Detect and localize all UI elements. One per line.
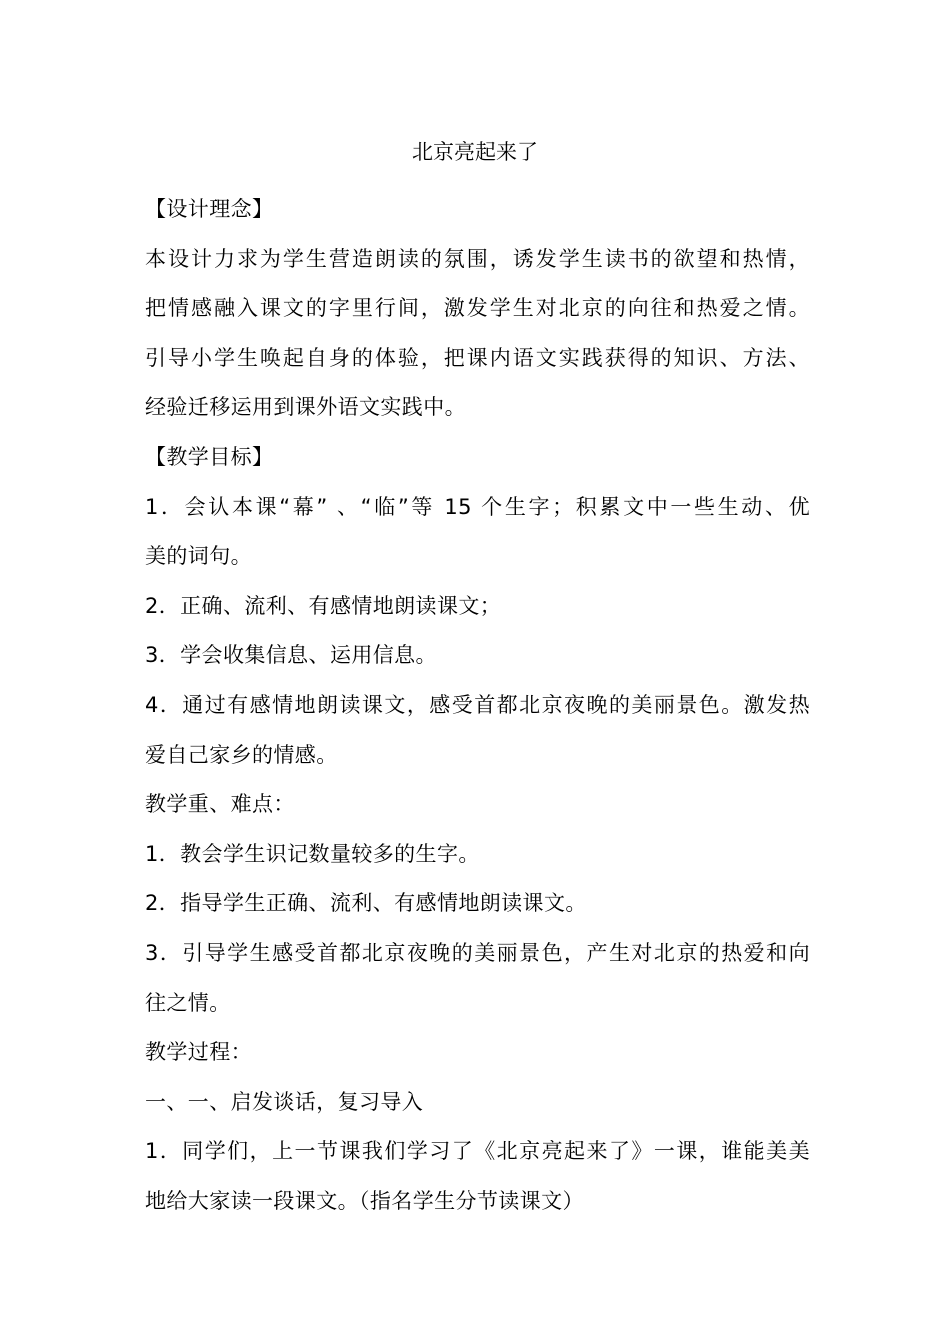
- document-body: [145, 185, 810, 1226]
- process-item-1-continued: 地给大家读一段课文。（指名学生分节读课文）: [145, 1188, 584, 1213]
- section-heading-design-concept: 【设计理念】: [145, 197, 274, 221]
- goal-item-3: 3．学会收集信息、运用信息。: [145, 643, 437, 668]
- paragraph-line: 引导小学生唤起自身的体验，把课内语文实践获得的知识、方法、: [145, 345, 810, 370]
- section-heading-teaching-goals: 【教学目标】: [145, 444, 274, 469]
- goal-item-4-continued: 爱自己家乡的情感。: [145, 742, 338, 767]
- section-heading-key-points: 教学重、难点：: [145, 792, 295, 817]
- paragraph-line: 本设计力求为学生营造朗读的氛围，诱发学生读书的欲望和热情，: [145, 246, 810, 271]
- key-point-item-3-continued: 往之情。: [145, 990, 231, 1015]
- section-heading-teaching-process: 教学过程：: [145, 1040, 252, 1065]
- paragraph-line: 经验迁移运用到课外语文实践中。: [145, 395, 466, 420]
- key-point-item-1: 1．教会学生识记数量较多的生字。: [145, 841, 480, 866]
- document-title: 北京亮起来了: [412, 140, 538, 164]
- goal-item-1-continued: 美的词句。: [145, 544, 252, 569]
- process-item-1: 1．同学们，上一节课我们学习了《北京亮起来了》一课，谁能美美: [145, 1139, 810, 1164]
- process-step-heading: 一、一、启发谈话，复习导入: [145, 1089, 424, 1114]
- paragraph-line: 把情感融入课文的字里行间，激发学生对北京的向往和热爱之情。: [145, 296, 810, 321]
- key-point-item-2: 2．指导学生正确、流利、有感情地朗读课文。: [145, 891, 587, 916]
- goal-item-2: 2．正确、流利、有感情地朗读课文；: [145, 593, 502, 618]
- goal-item-4: 4．通过有感情地朗读课文，感受首都北京夜晚的美丽景色。激发热: [145, 692, 810, 717]
- goal-item-1: 1．会认本课“幕” 、“临”等 15 个生字；积累文中一些生动、优: [145, 494, 810, 519]
- key-point-item-3: 3．引导学生感受首都北京夜晚的美丽景色，产生对北京的热爱和向: [145, 940, 810, 965]
